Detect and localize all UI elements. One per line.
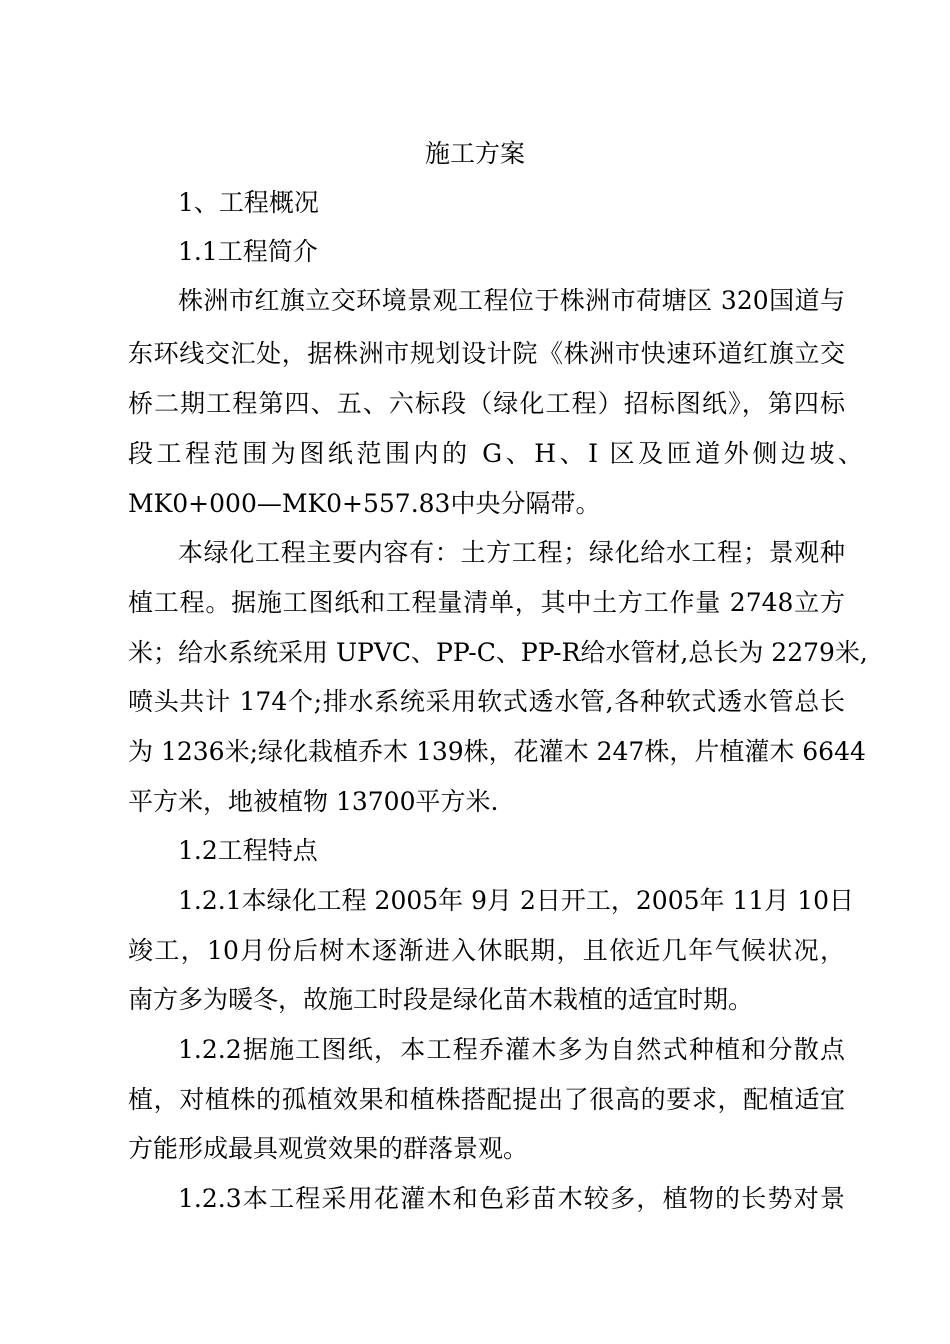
paragraph-line: 喷头共计 174个;排水系统采用软式透水管,各种软式透水管总长 [128,687,845,716]
paragraph-line: 段工程范围为图纸范围内的 G、H、I 区及匝道外侧边坡、 [128,439,863,468]
subsection-heading-features: 1.2工程特点 [178,836,318,865]
paragraph-line: 植，对植株的孤植效果和植株搭配提出了很高的要求，配植适宜 [128,1085,845,1114]
paragraph-line: 1.2.3本工程采用花灌木和色彩苗木较多，植物的长势对景 [178,1184,845,1213]
paragraph-line: 竣工，10月份后树木逐渐进入休眠期，且依近几年气候状况， [128,936,845,965]
paragraph-line: 南方多为暖冬，故施工时段是绿化苗木栽植的适宜时期。 [128,985,754,1014]
paragraph-line: 1.2.2据施工图纸，本工程乔灌木多为自然式种植和分散点 [178,1035,845,1064]
paragraph-line: MK0+000—MK0+557.83中央分隔带。 [128,489,601,518]
paragraph-line: 方能形成最具观赏效果的群落景观。 [128,1134,529,1163]
paragraph-line: 本绿化工程主要内容有：土方工程；绿化给水工程；景观种 [178,538,845,567]
paragraph-line: 植工程。据施工图纸和工程量清单，其中土方工作量 2748立方 [128,588,845,617]
paragraph-line: 桥二期工程第四、五、六标段（绿化工程）招标图纸》，第四标 [128,389,845,418]
subsection-heading-introduction: 1.1工程简介 [178,237,318,266]
paragraph-line: 米；给水系统采用 UPVC、PP-C、PP-R给水管材,总长为 2279米, [128,638,868,667]
document-title: 施工方案 [424,139,525,168]
paragraph-line: 东环线交汇处，据株洲市规划设计院《株洲市快速环道红旗立交 [128,339,845,368]
paragraph-line: 为 1236米;绿化栽植乔木 139株，花灌木 247株，片植灌木 6644 [128,737,866,766]
paragraph-line: 平方米，地被植物 13700平方米. [128,787,499,816]
section-heading-overview: 1、工程概况 [178,188,319,217]
paragraph-line: 1.2.1本绿化工程 2005年 9月 2日开工，2005年 11月 10日 [178,886,855,915]
paragraph-line: 株洲市红旗立交环境景观工程位于株洲市荷塘区 320国道与 [178,286,845,315]
